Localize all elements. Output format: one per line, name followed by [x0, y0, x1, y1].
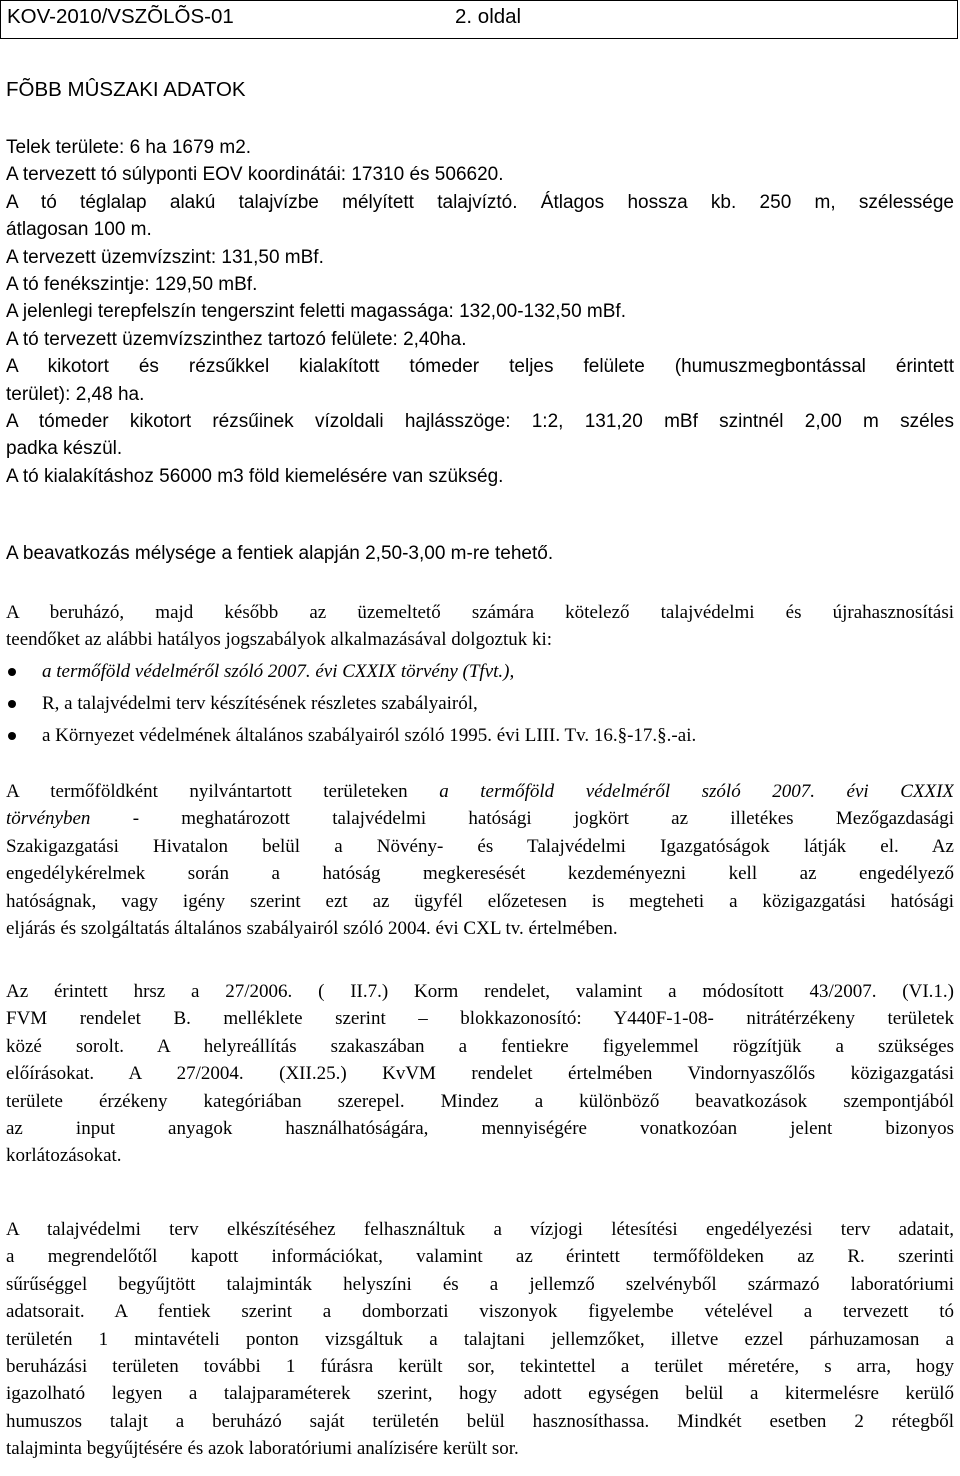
tech-line: A tervezett üzemvízszint: 131,50 mBf. [6, 246, 324, 268]
law-item [6, 656, 954, 688]
paragraph-line [6, 778, 954, 805]
paragraph-line: engedélykérelmek során a hatóság megkeresését kezdeményezni kell az engedélyező [6, 863, 954, 885]
document-id: KOV-2010/VSZÕLÕS-01 [7, 5, 234, 28]
paragraph-line: adatsorait. A fentiek szerint a domborzati viszonyok figyelembe vételével a tervezett tó [6, 1301, 954, 1323]
paragraph-line: igazolható legyen a talajparaméterek szerint, hogy adott egységen belül a kitermelésre kerülő [6, 1383, 954, 1405]
paragraph-line: hatóságnak, vagy igény szerint ezt az ügyfél előzetesen is megteheti a közigazgatási hatósági [6, 890, 954, 912]
paragraph-line: Az érintett hrsz a 27/2006. ( II.7.) Korm rendelet, valamint a módosított 43/2007. (VI.1.) [6, 981, 954, 1002]
paragraph-line: közé sorolt. A helyreállítás szakaszában a fentiekre figyelemmel rögzítjük a szükséges [6, 1035, 954, 1057]
tech-line: Telek területe: 6 ha 1679 m2. [6, 137, 252, 158]
bullet-icon [8, 668, 16, 676]
paragraph-line: az input anyagok használhatóságára, mennyiségére vonatkozóan jelent bizonyos [6, 1117, 954, 1139]
paragraph-line: FVM rendelet B. melléklete szerint – blokkazonosító: Y440F-1-08- nitrátérzékeny területek [6, 1008, 954, 1030]
page-number: 2. oldal [455, 5, 522, 28]
intro-line: teendőket az alábbi hatályos jogszabályok alkalmazásával dolgoztuk ki: [6, 629, 553, 651]
bullet-icon [8, 732, 16, 740]
law-item [6, 688, 954, 720]
tech-line: A kikotort és rézsűkkel kialakított tómeder teljes felülete (humuszmegbontással érintett [6, 356, 954, 378]
law-text: R, a talajvédelmi terv készítésének részletes szabályairól, [42, 692, 478, 714]
text-run: A termőföldként nyilvántartott területeken [6, 781, 408, 802]
paragraph-line: Szakigazgatási Hivatalon belül a Növény- és Talajvédelmi Igazgatóságok látják el. Az [6, 835, 954, 857]
hrsz-paragraph [6, 978, 954, 1170]
paragraph-line: sűrűséggel begyűjtött talajminták helyszíni és a jellemző szelvényből származó laboratóriumi [6, 1273, 954, 1295]
page-header [0, 0, 958, 39]
paragraph-line: beruházási területen további 1 fúrásra került sor, tekintettel a terület méretére, s arra, hogy [6, 1355, 954, 1377]
section-heading: FÕBB MÛSZAKI ADATOK [6, 78, 246, 101]
law-reference: a termőföld védelméről szóló 2007. évi CXXIX [439, 781, 954, 802]
tech-line: padka készül. [6, 438, 123, 460]
law-item [6, 720, 954, 752]
law-text: a Környezet védelmének általános szabályairól szóló 1995. évi LIII. Tv. 16.§-17.§.-ai. [42, 724, 697, 746]
tech-line: A tervezett tó súlyponti EOV koordinátái: 17310 és 506620. [6, 164, 504, 186]
paragraph-line: a megrendelőtől kapott információkat, valamint az érintett termőföldeken az R. szerinti [6, 1246, 954, 1268]
tech-line: A tó tervezett üzemvízszinthez tartozó felülete: 2,40ha. [6, 328, 467, 350]
paragraph-line: előírásokat. A 27/2004. (XII.25.) KvVM rendelet értelmében Vindornyaszőlős közigazgatási [6, 1063, 954, 1085]
tech-line: A tó fenékszintje: 129,50 mBf. [6, 274, 258, 296]
tech-line: A jelenlegi terepfelszín tengerszint feletti magassága: 132,00-132,50 mBf. [6, 301, 626, 323]
tech-line: A tómeder kikotort rézsűinek vízoldali hajlásszöge: 1:2, 131,20 mBf szintnél 2,00 m széles [6, 411, 954, 433]
plan-paragraph [6, 1216, 954, 1463]
bullet-icon [8, 700, 16, 708]
paragraph-line: A talajvédelmi terv elkészítéséhez felhasználtuk a vízjogi létesítési engedélyezési terv adatait, [6, 1219, 954, 1240]
technical-data-list [6, 134, 954, 490]
law-text: a termőföld védelméről szóló 2007. évi CXXIX törvény (Tfvt.), [42, 660, 515, 682]
paragraph-line [6, 805, 954, 832]
paragraph-line: területe érzékeny kategóriában szerepel. Mindez a különböző beavatkozások szempontjából [6, 1090, 954, 1112]
tech-line: A tó téglalap alakú talajvízbe mélyített talajvíztó. Átlagos hossza kb. 250 m, szélessége [6, 191, 954, 213]
paragraph-line: humuszos talajt a beruházó saját területén belül hasznosíthassa. Mindkét esetben 2 rétegből [6, 1410, 954, 1432]
legal-intro [6, 599, 954, 752]
tech-line: A tó kialakításhoz 56000 m3 föld kiemelésére van szükség. [6, 465, 504, 487]
depth-note [6, 540, 954, 567]
paragraph-line: korlátozásokat. [6, 1145, 122, 1167]
tech-line: átlagosan 100 m. [6, 219, 152, 241]
authority-paragraph [6, 778, 954, 942]
depth-note-text: A beavatkozás mélysége a fentiek alapján 2,50-3,00 m-re tehető. [6, 543, 554, 564]
paragraph-line: talajminta begyűjtésére és azok laboratóriumi analízisére került sor. [6, 1438, 519, 1460]
tech-line: terület): 2,48 ha. [6, 383, 145, 405]
law-list [6, 656, 954, 752]
intro-line: A beruházó, majd később az üzemeltető számára kötelező talajvédelmi és újrahasznosítási [6, 602, 954, 623]
paragraph-line: eljárás és szolgáltatás általános szabályairól szóló 2004. évi CXL tv. értelmében. [6, 917, 618, 939]
text-run: - meghatározott talajvédelmi hatósági jogkört az illetékes Mezőgazdasági [132, 808, 954, 830]
law-reference: törvényben [6, 808, 91, 830]
paragraph-line: területén 1 mintavételi ponton vizsgáltuk a talajtani jellemzőket, illetve ezzel párhuzamosan a [6, 1328, 954, 1350]
